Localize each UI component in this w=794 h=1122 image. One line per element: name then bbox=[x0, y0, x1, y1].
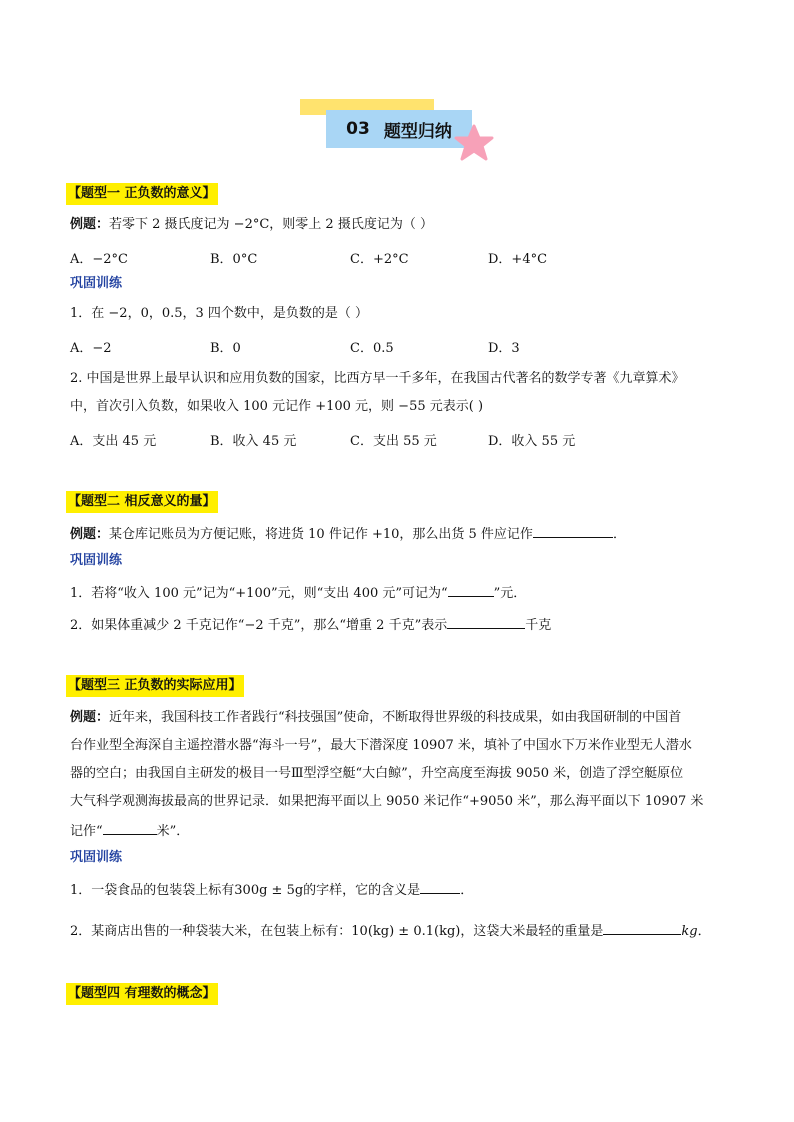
example-3-line5 bbox=[70, 820, 189, 842]
example-3-line3: 器的空白；由我国自主研发的极目一号Ⅲ型浮空艇“大白鲸”，升空高度至海拔 9050 米，创造了浮空艇原位 bbox=[70, 766, 684, 781]
example-text: 若零下 2 摄氏度记为 −2°C，则零上 2 摄氏度记为（ ） bbox=[109, 217, 433, 232]
example-2 bbox=[70, 523, 626, 545]
example-3-line4: 大气科学观测海拔最高的世界记录．如果把海平面以上 9050 米记作“+9050 米”，那么海平面以下 10907 米 bbox=[70, 794, 704, 809]
example-text: 记作“ bbox=[70, 824, 103, 839]
question-3-1 bbox=[70, 879, 473, 901]
question-text: 2．某商店出售的一种袋装大米，在包装上标有： bbox=[70, 924, 352, 939]
option-c: C．支出 55 元 bbox=[350, 434, 437, 449]
answer-blank[interactable] bbox=[603, 920, 681, 935]
page-title bbox=[326, 110, 472, 148]
practice-label-1: 巩固训练 bbox=[70, 276, 123, 291]
question-3-2 bbox=[70, 920, 711, 942]
section-number: 03 bbox=[346, 119, 370, 139]
option-b: B．0°C bbox=[210, 252, 258, 267]
example-label: 例题： bbox=[70, 710, 110, 725]
star-icon bbox=[454, 124, 494, 162]
question-2-1 bbox=[70, 582, 526, 604]
question-text: 1．一袋食品的包装袋上标有 bbox=[70, 883, 235, 898]
question-text-end: ”元． bbox=[493, 586, 527, 601]
question-text: ，这袋大米最轻的重量是 bbox=[460, 924, 604, 939]
answer-blank[interactable] bbox=[447, 614, 525, 629]
option-a: A．−2°C bbox=[70, 252, 128, 267]
section-heading-2: 【题型二 相反意义的量】 bbox=[66, 491, 218, 513]
question-text-end: 千克 bbox=[525, 618, 552, 633]
question-text-end: ． bbox=[697, 924, 711, 939]
answer-blank[interactable] bbox=[533, 523, 613, 538]
section-title: 题型归纳 bbox=[383, 121, 452, 142]
section-heading-1: 【题型一 正负数的意义】 bbox=[66, 183, 218, 205]
question-text: 的字样，它的含义是 bbox=[303, 883, 421, 898]
option-d: D．收入 55 元 bbox=[488, 434, 576, 449]
option-c: C．0.5 bbox=[350, 341, 394, 356]
question-text: 2．如果体重减少 2 千克记作“−2 千克”，那么“增重 2 千克”表示 bbox=[70, 618, 448, 633]
unit: kg bbox=[681, 924, 698, 939]
formula: 300g ± 5g bbox=[234, 883, 304, 898]
example-text: 近年来，我国科技工作者践行“科技强国”使命，不断取得世界级的科技成果，如由我国研制的中国首 bbox=[109, 710, 682, 725]
option-d: D．3 bbox=[488, 341, 520, 356]
question-1-2-line2: 中，首次引入负数，如果收入 100 元记作 +100 元，则 −55 元表示( ) bbox=[70, 399, 484, 414]
option-a: A．−2 bbox=[70, 341, 112, 356]
example-text-end: ． bbox=[612, 527, 626, 542]
answer-blank[interactable] bbox=[103, 820, 157, 835]
question-2-2 bbox=[70, 614, 551, 636]
example-3-line1 bbox=[70, 708, 681, 728]
example-label: 例题： bbox=[70, 217, 110, 232]
practice-label-2: 巩固训练 bbox=[70, 553, 123, 568]
example-1 bbox=[70, 215, 433, 235]
answer-blank[interactable] bbox=[420, 879, 460, 894]
example-label: 例题： bbox=[70, 527, 110, 542]
option-b: B．收入 45 元 bbox=[210, 434, 297, 449]
question-text-end: ． bbox=[460, 883, 474, 898]
section-heading-4: 【题型四 有理数的概念】 bbox=[66, 983, 218, 1005]
question-1-2-line1: 2. 中国是世界上最早认识和应用负数的国家，比西方早一千多年，在我国古代著名的数学专著《九章算术》 bbox=[70, 371, 685, 386]
question-1-1: 1．在 −2，0，0.5，3 四个数中，是负数的是（ ） bbox=[70, 306, 369, 321]
formula: 10(kg) ± 0.1(kg) bbox=[351, 924, 461, 939]
section-heading-3: 【题型三 正负数的实际应用】 bbox=[66, 675, 244, 697]
option-c: C．+2°C bbox=[350, 252, 409, 267]
option-b: B．0 bbox=[210, 341, 241, 356]
option-a: A．支出 45 元 bbox=[70, 434, 157, 449]
practice-label-3: 巩固训练 bbox=[70, 850, 123, 865]
example-text: 某仓库记账员为方便记账，将进货 10 件记作 +10，那么出货 5 件应记作 bbox=[109, 527, 533, 542]
option-d: D．+4°C bbox=[488, 252, 548, 267]
example-3-line2: 台作业型全海深自主遥控潜水器“海斗一号”，最大下潜深度 10907 米，填补了中国水下万米作业型无人潜水 bbox=[70, 738, 692, 753]
question-text: 1．若将“收入 100 元”记为“+100”元，则“支出 400 元”可记为“ bbox=[70, 586, 448, 601]
answer-blank[interactable] bbox=[448, 582, 494, 597]
example-text-end: 米”． bbox=[156, 824, 190, 839]
